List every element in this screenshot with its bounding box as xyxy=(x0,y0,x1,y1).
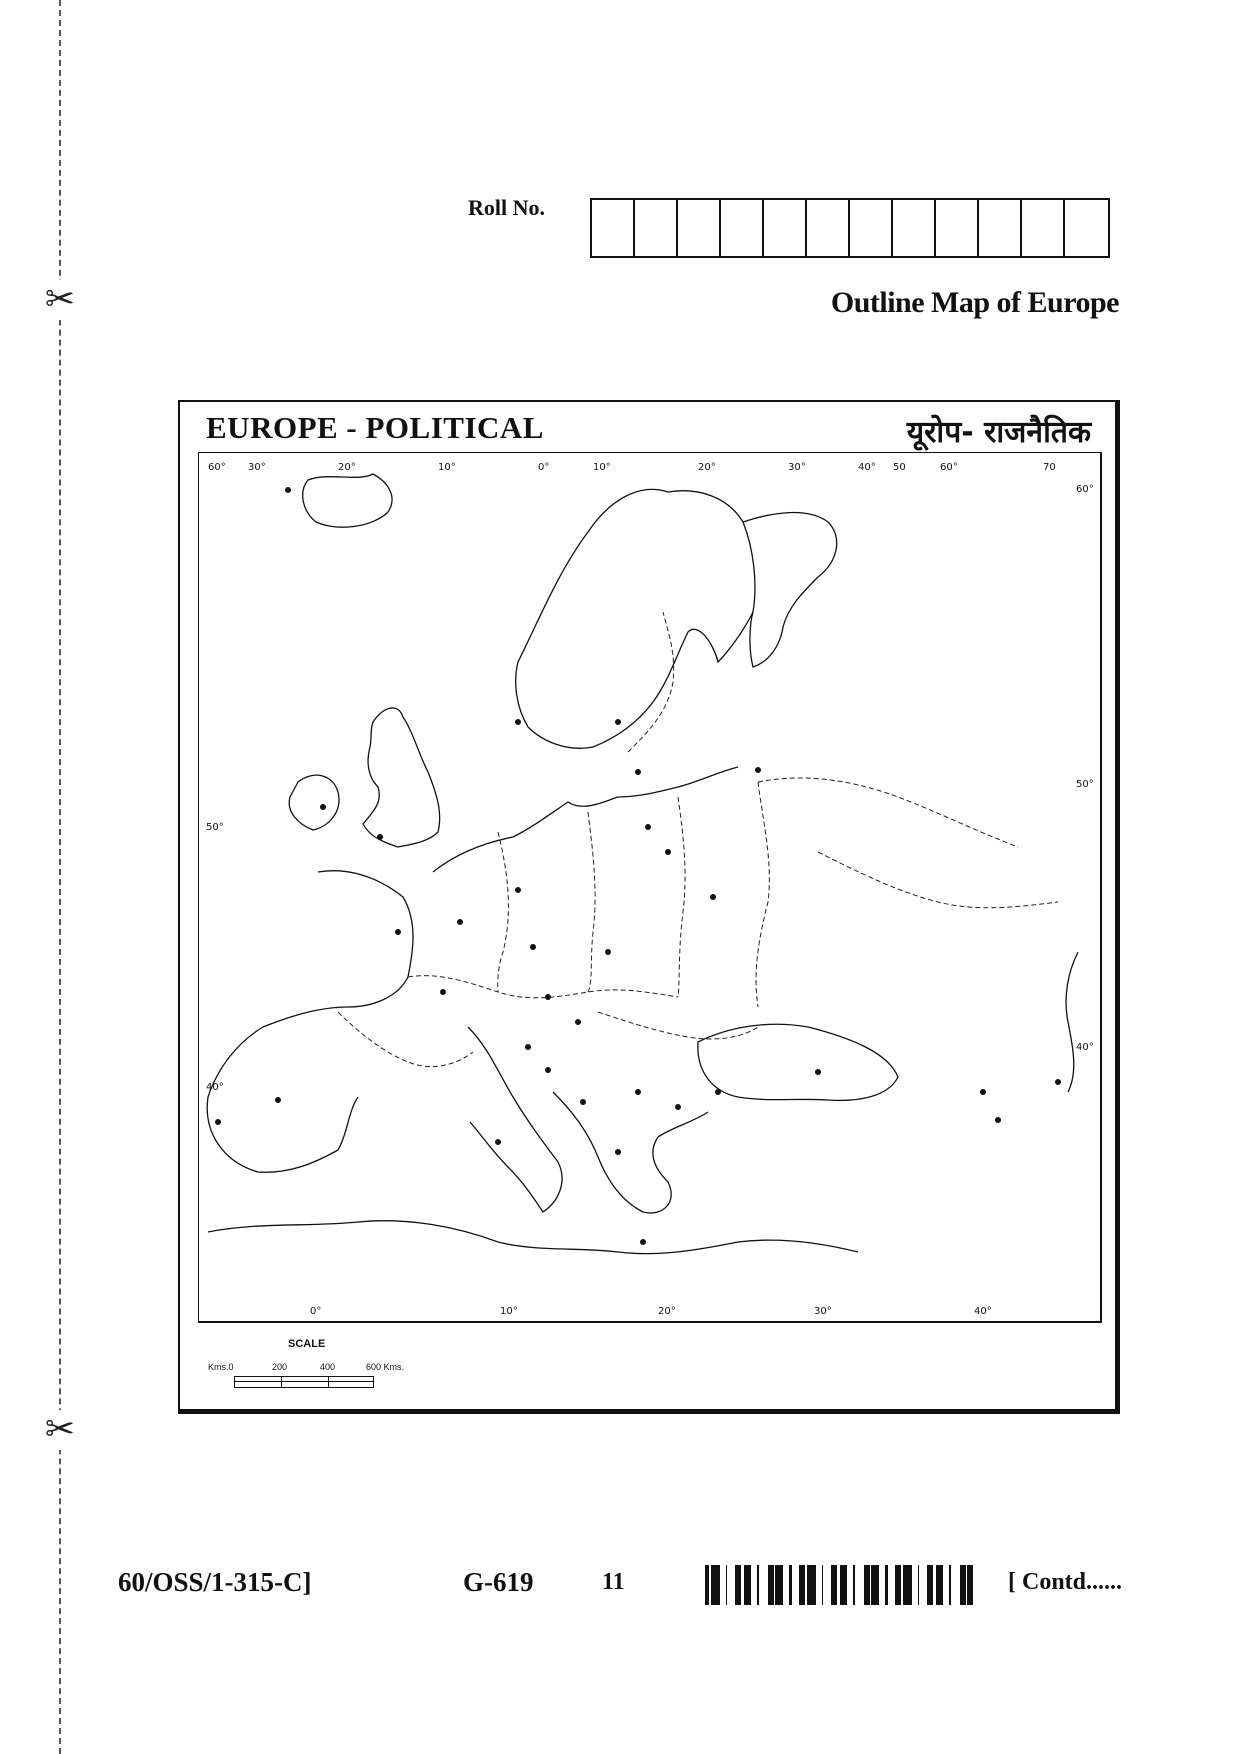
barcode-bar xyxy=(807,1565,810,1605)
barcode-bar xyxy=(967,1565,969,1605)
roll-no-box[interactable] xyxy=(678,200,721,256)
roll-no-box[interactable] xyxy=(893,200,936,256)
page-heading: Outline Map of Europe xyxy=(830,286,1119,319)
barcode-bar xyxy=(781,1565,783,1605)
barcode-bar xyxy=(930,1565,931,1605)
lon-label: 70 xyxy=(1043,462,1056,473)
cut-line xyxy=(59,0,61,1754)
barcode-bar xyxy=(871,1565,873,1605)
barcode-bar xyxy=(714,1565,715,1605)
barcode-bar xyxy=(877,1565,879,1605)
barcode-bar xyxy=(708,1565,709,1605)
barcode-bar xyxy=(780,1565,781,1605)
barcode-bar xyxy=(757,1565,759,1605)
barcode-bar xyxy=(735,1565,738,1605)
graticule-labels xyxy=(206,462,1094,1317)
barcode-bar xyxy=(903,1565,906,1605)
lon-label: 60° xyxy=(940,462,958,473)
barcode-bar xyxy=(801,1565,804,1605)
barcode-bar xyxy=(744,1565,745,1605)
barcode-bar xyxy=(835,1565,837,1605)
lon-label: 40° xyxy=(858,462,876,473)
map-title-hindi: यूरोप- राजनैतिक xyxy=(906,415,1091,450)
roll-no-box[interactable] xyxy=(936,200,979,256)
barcode-bar xyxy=(769,1565,771,1605)
series-code: G-619 xyxy=(463,1567,534,1597)
scale-bar xyxy=(234,1376,374,1388)
barcode-bar xyxy=(865,1565,867,1605)
scale-tick-label: 600 Kms. xyxy=(366,1362,405,1372)
barcode-bar xyxy=(705,1565,708,1605)
barcode-bar xyxy=(822,1565,823,1605)
barcode-bar xyxy=(777,1565,780,1605)
capital-cities xyxy=(215,487,1061,1245)
political-borders xyxy=(338,612,1058,1067)
barcode-bar xyxy=(726,1565,727,1605)
lon-label: 20° xyxy=(698,462,716,473)
barcode-bar xyxy=(949,1565,951,1605)
lon-label: 20° xyxy=(338,462,356,473)
barcode-bar xyxy=(897,1565,900,1605)
lon-label: 10° xyxy=(500,1306,518,1317)
barcode-bar xyxy=(961,1565,963,1605)
coastlines xyxy=(207,474,1078,1254)
roll-no-box[interactable] xyxy=(979,200,1022,256)
barcode-bar xyxy=(831,1565,834,1605)
barcode-bar xyxy=(843,1565,846,1605)
barcode-bar xyxy=(768,1565,769,1605)
barcode-bar xyxy=(909,1565,912,1605)
lat-label: 40° xyxy=(1076,1042,1094,1053)
roll-no-box[interactable] xyxy=(1022,200,1065,256)
barcode-bar xyxy=(960,1565,961,1605)
roll-no-box[interactable] xyxy=(592,200,635,256)
paper-code: 60/OSS/1-315-C] xyxy=(118,1567,312,1597)
barcode-bar xyxy=(739,1565,741,1605)
roll-no-box[interactable] xyxy=(1065,200,1108,256)
barcode-bar xyxy=(804,1565,805,1605)
barcode-bar xyxy=(885,1565,888,1605)
barcode-bar xyxy=(715,1565,717,1605)
scale-title: SCALE xyxy=(288,1338,326,1350)
continued-label: [ Contd...... xyxy=(1008,1569,1123,1595)
lon-label: 10° xyxy=(438,462,456,473)
barcode-bar xyxy=(846,1565,847,1605)
barcode-bar xyxy=(811,1565,813,1605)
barcode-bar xyxy=(972,1565,973,1605)
barcode-bar xyxy=(810,1565,811,1605)
roll-no-boxes[interactable] xyxy=(590,198,1110,258)
barcode-bar xyxy=(841,1565,843,1605)
barcode-bar xyxy=(799,1565,801,1605)
barcode-bar xyxy=(771,1565,774,1605)
lat-label: 40° xyxy=(206,1082,224,1093)
lon-label: 30° xyxy=(248,462,266,473)
map-title-english: EUROPE - POLITICAL xyxy=(206,410,544,445)
roll-no-box[interactable] xyxy=(850,200,893,256)
barcode-bar xyxy=(738,1565,739,1605)
barcode-bar xyxy=(840,1565,841,1605)
roll-no-box[interactable] xyxy=(635,200,678,256)
lat-label: 60° xyxy=(1076,484,1094,495)
barcode-bar xyxy=(876,1565,877,1605)
barcode-bar xyxy=(813,1565,816,1605)
lon-label: 30° xyxy=(814,1306,832,1317)
roll-no-label: Roll No. xyxy=(468,195,545,220)
barcode-bar xyxy=(918,1565,919,1605)
scale-tick-label: Kms.0 xyxy=(208,1362,234,1372)
barcode-bar xyxy=(939,1565,942,1605)
lon-label: 0° xyxy=(310,1306,322,1317)
roll-no-box[interactable] xyxy=(721,200,764,256)
scale-tick-label: 400 xyxy=(320,1362,336,1372)
scissors-icon: ✂ xyxy=(40,280,80,320)
barcode-bar xyxy=(969,1565,972,1605)
lon-label: 30° xyxy=(788,462,806,473)
barcode-bar xyxy=(745,1565,747,1605)
lon-label: 40° xyxy=(974,1306,992,1317)
lat-label: 50° xyxy=(206,822,224,833)
barcode-bar xyxy=(834,1565,835,1605)
lat-label: 50° xyxy=(1076,779,1094,790)
lon-label: 60° xyxy=(208,462,226,473)
barcode-bar xyxy=(750,1565,751,1605)
barcode-bar xyxy=(906,1565,907,1605)
barcode-bar xyxy=(963,1565,966,1605)
scissors-icon: ✂ xyxy=(40,1410,80,1450)
page-number: 11 xyxy=(602,1569,625,1595)
lon-label: 0° xyxy=(538,462,550,473)
barcode-bar xyxy=(895,1565,897,1605)
barcode-bar xyxy=(747,1565,750,1605)
barcode-bar xyxy=(711,1565,714,1605)
barcode-bar xyxy=(936,1565,937,1605)
lon-label: 20° xyxy=(658,1306,676,1317)
lon-label: 10° xyxy=(593,462,611,473)
europe-outline-map xyxy=(198,452,1103,1324)
barcode-bar xyxy=(864,1565,865,1605)
barcode-bar xyxy=(873,1565,876,1605)
barcode-bar xyxy=(853,1565,855,1605)
barcode-bar xyxy=(717,1565,720,1605)
barcode-bar xyxy=(927,1565,930,1605)
lon-label: 50 xyxy=(893,462,906,473)
map-inner-border xyxy=(198,452,1101,1322)
barcode-bar xyxy=(931,1565,933,1605)
barcode-bar xyxy=(775,1565,777,1605)
barcode xyxy=(705,1565,975,1605)
roll-no-box[interactable] xyxy=(764,200,807,256)
barcode-bar xyxy=(937,1565,939,1605)
roll-no-box[interactable] xyxy=(807,200,850,256)
scale-tick-label: 200 xyxy=(272,1362,288,1372)
barcode-bar xyxy=(907,1565,909,1605)
barcode-bar xyxy=(942,1565,943,1605)
barcode-bar xyxy=(900,1565,901,1605)
barcode-bar xyxy=(867,1565,870,1605)
barcode-bar xyxy=(789,1565,792,1605)
